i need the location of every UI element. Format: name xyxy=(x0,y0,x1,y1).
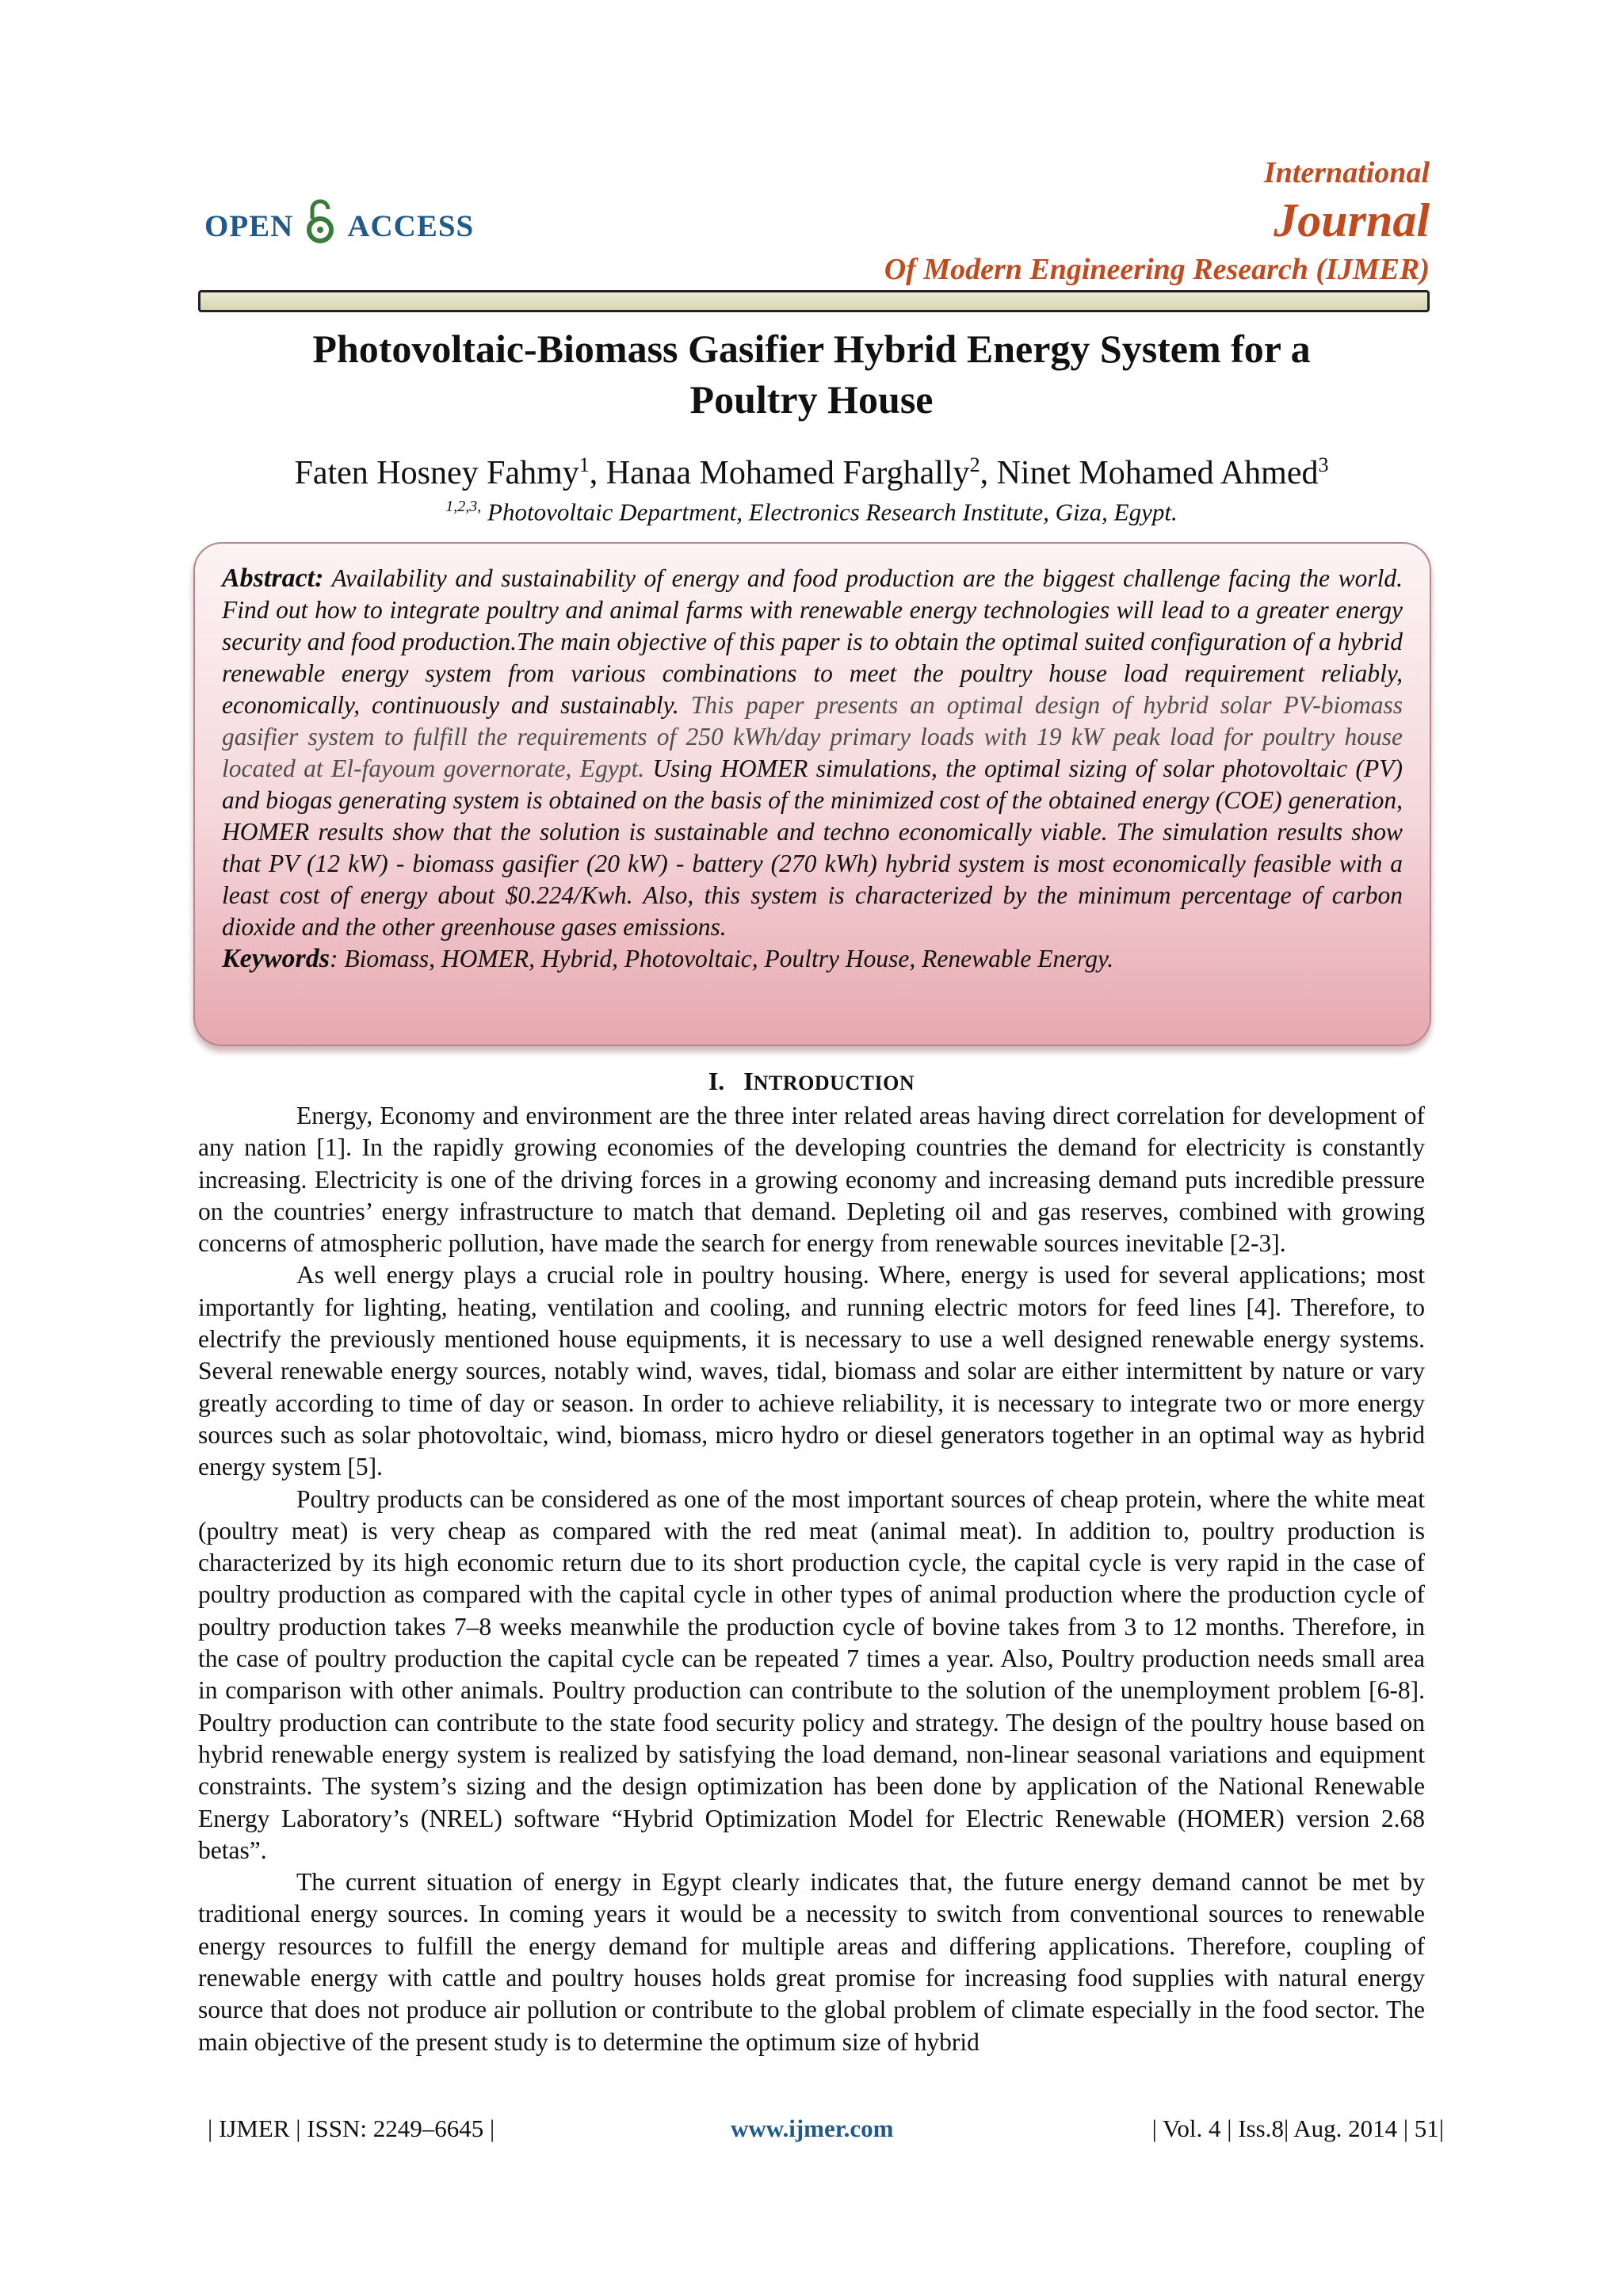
author-1: Faten Hosney Fahmy xyxy=(294,455,579,491)
open-access-logo xyxy=(204,195,474,247)
title-line-1: Photovoltaic-Biomass Gasifier Hybrid Energy System for a xyxy=(312,327,1311,371)
body-paragraph-3: Poultry products can be considered as one of the most important sources of cheap protein, where the white meat (poultry meat) is very cheap as compared with the red meat (animal meat). In addition to, poultry production is characterized by its high economic return due to its short production cycle, the capital cycle is very rapid in the case of poultry production as compared with the capital cycle in other types of animal production where the production cycle of poultry production takes 7–8 weeks meanwhile the production cycle of bovine takes from 3 to 12 months. Therefore, in the case of poultry production the capital cycle can be repeated 7 times a year. Also, Poultry production needs small area in comparison with other animals. Poultry production can contribute to the solution of the unemployment problem [6-8]. Poultry production can contribute to the state food security policy and strategy. The design of the poultry house based on hybrid renewable energy system is realized by satisfying the load demand, non-linear seasonal variations and equipment constraints. The system’s sizing and the design optimization has been done by application of the National Renewable Energy Laboratory’s (NREL) software “Hybrid Optimization Model for Electric Renewable (HOMER) version 2.68 betas”. xyxy=(198,1484,1425,1864)
author-2-sup: 2 xyxy=(969,453,980,476)
affiliation xyxy=(198,498,1425,526)
header-divider-bar xyxy=(198,290,1430,312)
author-3: , Ninet Mohamed Ahmed xyxy=(980,455,1319,491)
abstract-part-1: Availability and sustainability of energy and food production are the biggest challenge facing the world. Find out how to integrate poultry and animal farms with renewable energy technologies will lead to a greater energy security and food production.The main objective of this paper is to obtain the optimal suited configuration of a hybrid renewable energy system from various combinations to meet the poultry house load requirement reliably, economically, continuously and sustainably. xyxy=(222,564,1403,719)
abstract-label: Abstract: xyxy=(222,563,324,593)
keywords-text: : Biomass, HOMER, Hybrid, Photovoltaic, Poultry House, Renewable Energy. xyxy=(330,945,1114,972)
title-line-2: Poultry House xyxy=(689,377,934,422)
keywords-label: Keywords xyxy=(222,944,330,973)
abstract-box xyxy=(193,542,1431,1046)
abstract-part-2: This paper presents an optimal design of hybrid solar PV-biomass gasifier system to fulfill the requirements of 250 kWh/day primary loads with 19 kW peak load for poultry house located at El-fayoum governorate, Egypt. xyxy=(222,691,1403,782)
paper-title xyxy=(198,323,1425,425)
affiliation-sup: 1,2,3, xyxy=(445,498,482,515)
section-title-first-letter: I xyxy=(743,1067,754,1095)
abstract-part-3: Using HOMER simulations, the optimal sizing of solar photovoltaic (PV) and biogas generating system is obtained on the basis of the minimized cost of the obtained energy (COE) generation, HOMER results show that the solution is sustainable and techno economically viable xyxy=(222,755,1403,846)
body-text xyxy=(198,1100,1425,2058)
affiliation-text: Photovoltaic Department, Electronics Research Institute, Giza, Egypt. xyxy=(481,498,1178,526)
footer-website-link[interactable]: www.ijmer.com xyxy=(731,2115,894,2142)
journal-line-journal: Journal xyxy=(1274,194,1430,246)
body-paragraph-2: As well energy plays a crucial role in poultry housing. Where, energy is used for several applications; most importantly for lighting, heating, ventilation and cooling, and running electric motors for feed lines [4]. Therefore, to electrify the previously mentioned house equipments, it is necessary to use a well designed renewable energy systems. Several renewable energy sources, notably wind, waves, tidal, biomass and solar are either intermittent by nature or vary greatly according to time of day or season. In order to achieve reliability, it is necessary to integrate two or more energy sources such as solar photovoltaic, wind, biomass, micro hydro or diesel generators together in an optimal way as hybrid energy system [5]. xyxy=(198,1261,1425,1481)
body-paragraph-4: The current situation of energy in Egypt clearly indicates that, the future energy demand cannot be met by traditional energy sources. In coming years it would be a necessity to switch from conventional sources to renewable energy resources to fulfill the energy demand for multiple areas and differing applications. Therefore, coupling of renewable energy with cattle and poultry houses holds great promise for increasing food supplies with natural energy source that does not produce air pollution or contribute to the global problem of climate especially in the food sector. The main objective of the present study is to determine the optimum size of hybrid xyxy=(198,1868,1425,2056)
access-label: ACCESS xyxy=(347,209,475,243)
section-heading-introduction xyxy=(198,1067,1425,1096)
footer-journal-issn: | IJMER | ISSN: 2249–6645 | xyxy=(208,2115,495,2142)
section-number: I. xyxy=(708,1067,725,1095)
page-footer xyxy=(208,2115,1444,2146)
abstract-part-4: . The simulation results show that PV (12 kW) - biomass gasifier (20 kW) - battery (270 kWh) hybrid system is most economically feasible with a least cost of energy about $0.224/Kwh. Also, this system is characterized by the minimum percentage of carbon dioxide and the other greenhouse gases emissions. xyxy=(222,818,1403,941)
journal-line-international: International xyxy=(1263,156,1430,189)
author-1-sup: 1 xyxy=(579,453,590,476)
body-paragraph-1: Energy, Economy and environment are the three inter related areas having direct correlation for development of any nation [1]. In the rapidly growing economies of the developing countries the demand for electricity is constantly increasing. Electricity is one of the driving forces in a growing economy and increasing demand puts incredible pressure on the countries’ energy infrastructure to match that demand. Depleting oil and gas reserves, combined with growing concerns of atmospheric pollution, have made the search for energy from renewable sources inevitable [2-3]. xyxy=(198,1102,1425,1258)
keywords-paragraph xyxy=(222,943,1403,975)
author-3-sup: 3 xyxy=(1318,453,1329,476)
journal-line-subtitle: Of Modern Engineering Research (IJMER) xyxy=(884,253,1430,286)
author-2: , Hanaa Mohamed Farghally xyxy=(589,455,970,491)
section-title-rest: NTRODUCTION xyxy=(753,1072,915,1095)
open-label: OPEN xyxy=(204,209,294,243)
footer-volume-page: | Vol. 4 | Iss.8| Aug. 2014 | 51| xyxy=(1151,2115,1444,2142)
author-list xyxy=(198,453,1425,492)
abstract-paragraph xyxy=(222,563,1403,943)
open-access-lock-icon xyxy=(304,195,336,247)
